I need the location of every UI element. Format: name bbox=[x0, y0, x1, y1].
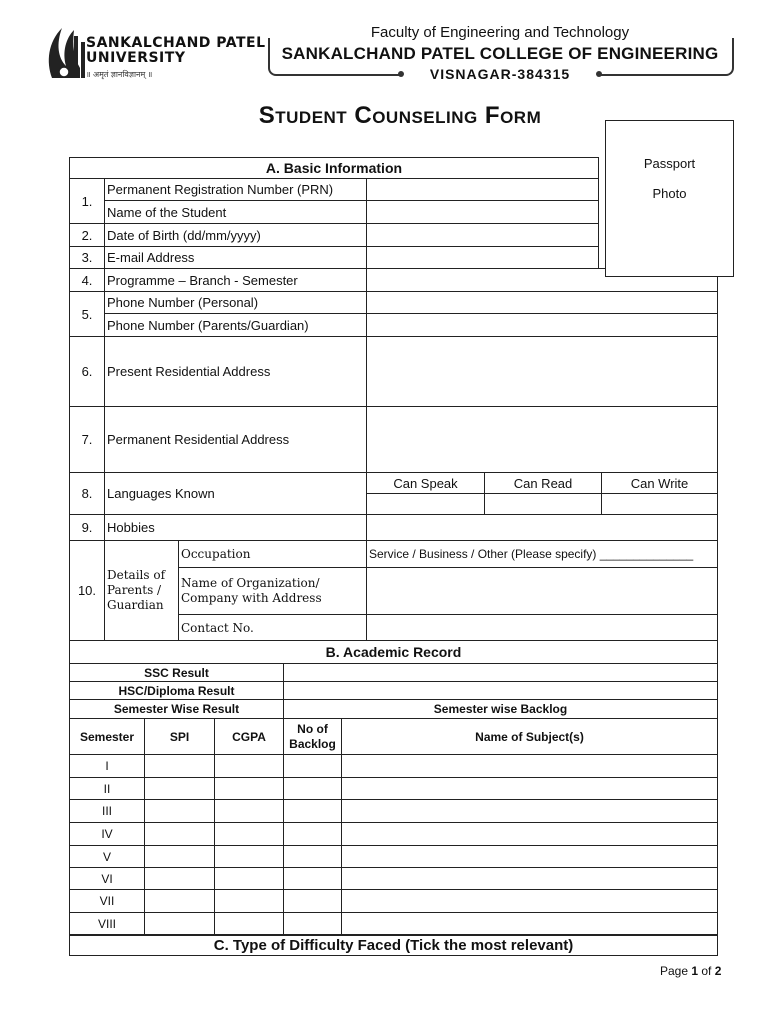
prn-input[interactable] bbox=[366, 178, 599, 201]
cgpa-input[interactable] bbox=[214, 799, 284, 823]
organization-input[interactable] bbox=[366, 567, 718, 615]
semester-label: V bbox=[69, 845, 145, 868]
semester-label: I bbox=[69, 754, 145, 778]
backlog-subjects-input[interactable] bbox=[341, 822, 718, 846]
bullet-icon bbox=[398, 71, 404, 77]
student-name-input[interactable] bbox=[366, 200, 599, 224]
photo-label: Photo bbox=[652, 186, 687, 201]
field-label-prn: Permanent Registration Number (PRN) bbox=[104, 178, 367, 201]
spi-input[interactable] bbox=[144, 912, 215, 936]
field-label-email: E-mail Address bbox=[104, 246, 367, 269]
field-label-languages: Languages Known bbox=[104, 472, 367, 515]
header-semester-backlog: Semester wise Backlog bbox=[283, 699, 718, 719]
cgpa-input[interactable] bbox=[214, 777, 284, 800]
semester-label: VIII bbox=[69, 912, 145, 936]
backlog-count-input[interactable] bbox=[283, 754, 342, 778]
header-semester-result: Semester Wise Result bbox=[69, 699, 284, 719]
university-name: SANKALCHAND PATEL UNIVERSITY bbox=[86, 35, 266, 66]
column-header-spi: SPI bbox=[144, 718, 215, 755]
field-label-phone-personal: Phone Number (Personal) bbox=[104, 291, 367, 314]
college-city: VISNAGAR-384315 bbox=[429, 66, 571, 82]
ssc-result-input[interactable] bbox=[283, 663, 718, 682]
backlog-subjects-input[interactable] bbox=[341, 799, 718, 823]
row-number: 10. bbox=[69, 540, 105, 641]
column-header-semester: Semester bbox=[69, 718, 145, 755]
field-label-hsc: HSC/Diploma Result bbox=[69, 681, 284, 700]
spi-input[interactable] bbox=[144, 845, 215, 868]
permanent-address-input[interactable] bbox=[366, 406, 718, 473]
backlog-subjects-input[interactable] bbox=[341, 777, 718, 800]
backlog-subjects-input[interactable] bbox=[341, 912, 718, 936]
backlog-count-input[interactable] bbox=[283, 822, 342, 846]
backlog-count-input[interactable] bbox=[283, 867, 342, 890]
phone-parents-input[interactable] bbox=[366, 313, 718, 337]
row-number: 3. bbox=[69, 246, 105, 269]
row-number: 5. bbox=[69, 291, 105, 337]
section-a-title: A. Basic Information bbox=[69, 157, 599, 179]
college-name: SANKALCHAND PATEL COLLEGE OF ENGINEERING bbox=[281, 44, 719, 63]
field-label-organization: Name of Organization/ Company with Address bbox=[178, 567, 367, 615]
column-header-cgpa: CGPA bbox=[214, 718, 284, 755]
email-input[interactable] bbox=[366, 246, 599, 269]
field-label-present-address: Present Residential Address bbox=[104, 336, 367, 407]
semester-label: VI bbox=[69, 867, 145, 890]
row-number: 7. bbox=[69, 406, 105, 473]
backlog-count-input[interactable] bbox=[283, 889, 342, 913]
cgpa-input[interactable] bbox=[214, 822, 284, 846]
section-b-title: B. Academic Record bbox=[69, 640, 718, 664]
university-motto: ॥ अमृतं ज्ञानविज्ञानम् ॥ bbox=[86, 70, 153, 79]
semester-label: III bbox=[69, 799, 145, 823]
field-label-student-name: Name of the Student bbox=[104, 200, 367, 224]
cgpa-input[interactable] bbox=[214, 845, 284, 868]
row-number: 8. bbox=[69, 472, 105, 515]
row-number: 1. bbox=[69, 178, 105, 224]
backlog-subjects-input[interactable] bbox=[341, 754, 718, 778]
section-c-title: C. Type of Difficulty Faced (Tick the most relevant) bbox=[69, 934, 718, 956]
semester-label: II bbox=[69, 777, 145, 800]
backlog-count-input[interactable] bbox=[283, 845, 342, 868]
bullet-icon bbox=[596, 71, 602, 77]
column-header-subjects: Name of Subject(s) bbox=[341, 718, 718, 755]
cgpa-input[interactable] bbox=[214, 867, 284, 890]
semester-label: VII bbox=[69, 889, 145, 913]
field-label-dob: Date of Birth (dd/mm/yyyy) bbox=[104, 223, 367, 247]
field-label-permanent-address: Permanent Residential Address bbox=[104, 406, 367, 473]
page-number: Page 1 of 2 bbox=[660, 964, 722, 978]
backlog-count-input[interactable] bbox=[283, 799, 342, 823]
backlog-subjects-input[interactable] bbox=[341, 889, 718, 913]
spi-input[interactable] bbox=[144, 867, 215, 890]
cgpa-input[interactable] bbox=[214, 889, 284, 913]
field-label-parents-details: Details of Parents / Guardian bbox=[104, 540, 179, 641]
can-speak-input[interactable] bbox=[366, 493, 485, 515]
phone-personal-input[interactable] bbox=[366, 291, 718, 314]
hsc-result-input[interactable] bbox=[283, 681, 718, 700]
backlog-subjects-input[interactable] bbox=[341, 845, 718, 868]
faculty-name: Faculty of Engineering and Technology bbox=[370, 24, 630, 41]
spi-input[interactable] bbox=[144, 889, 215, 913]
occupation-options[interactable]: Service / Business / Other (Please specify) ______________ bbox=[366, 540, 718, 568]
spi-input[interactable] bbox=[144, 754, 215, 778]
can-write-input[interactable] bbox=[601, 493, 718, 515]
field-label-occupation: Occupation bbox=[178, 540, 367, 568]
photo-label: Passport bbox=[643, 156, 696, 171]
hobbies-input[interactable] bbox=[366, 514, 718, 541]
field-label-contact: Contact No. bbox=[178, 614, 367, 641]
semester-label: IV bbox=[69, 822, 145, 846]
present-address-input[interactable] bbox=[366, 336, 718, 407]
backlog-subjects-input[interactable] bbox=[341, 867, 718, 890]
cgpa-input[interactable] bbox=[214, 754, 284, 778]
row-number: 6. bbox=[69, 336, 105, 407]
spi-input[interactable] bbox=[144, 777, 215, 800]
spi-input[interactable] bbox=[144, 822, 215, 846]
field-label-programme: Programme – Branch - Semester bbox=[104, 268, 367, 292]
backlog-count-input[interactable] bbox=[283, 777, 342, 800]
cgpa-input[interactable] bbox=[214, 912, 284, 936]
field-label-phone-parents: Phone Number (Parents/Guardian) bbox=[104, 313, 367, 337]
column-header-can-write: Can Write bbox=[601, 472, 718, 494]
dob-input[interactable] bbox=[366, 223, 599, 247]
university-emblem-icon bbox=[44, 22, 86, 84]
row-number: 2. bbox=[69, 223, 105, 247]
spi-input[interactable] bbox=[144, 799, 215, 823]
column-header-backlog: No of Backlog bbox=[283, 718, 342, 755]
row-number: 4. bbox=[69, 268, 105, 292]
form-title: Student Counseling Form bbox=[258, 102, 542, 129]
backlog-count-input[interactable] bbox=[283, 912, 342, 936]
can-read-input[interactable] bbox=[484, 493, 602, 515]
row-number: 9. bbox=[69, 514, 105, 541]
contact-input[interactable] bbox=[366, 614, 718, 641]
field-label-ssc: SSC Result bbox=[69, 663, 284, 682]
column-header-can-speak: Can Speak bbox=[366, 472, 485, 494]
column-header-can-read: Can Read bbox=[484, 472, 602, 494]
field-label-hobbies: Hobbies bbox=[104, 514, 367, 541]
